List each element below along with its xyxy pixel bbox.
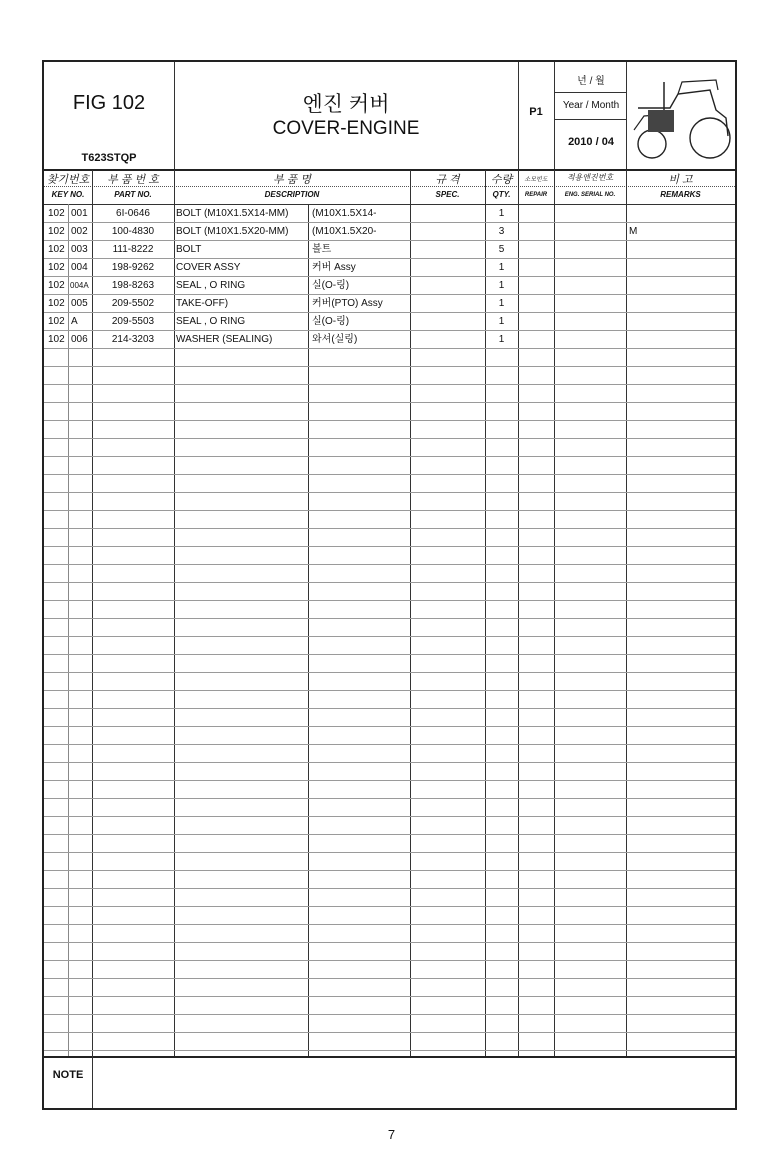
col-desc-kr: 부 품 명 [273,174,311,186]
col-line-fig-key [68,204,69,1056]
row-fig: 102 [48,298,65,309]
col-part-en: PART NO. [114,190,152,199]
page-number: 7 [387,1127,396,1142]
row-part-no: 209-5502 [111,298,155,309]
tractor-engine-icon [630,70,734,162]
row-desc-en: BOLT [176,244,202,255]
row-fig: 102 [48,280,65,291]
row-line [44,960,735,961]
row-line [44,888,735,889]
parts-catalog-sheet [42,60,737,1110]
row-line [44,690,735,691]
col-remarks-en: REMARKS [660,190,701,199]
model-code: T623STQP [81,152,137,164]
col-qty-kr: 수량 [490,174,513,186]
row-line [44,996,735,997]
col-serial-kr: 적용엔진번호 [566,173,614,182]
row-desc-kr: 와셔(실링) [312,334,358,345]
row-qty: 1 [498,334,505,345]
row-line [44,780,735,781]
row-line [44,636,735,637]
row-desc-kr: 커버(PTO) Assy [312,298,383,309]
row-fig: 102 [48,262,65,273]
row-fig: 102 [48,334,65,345]
row-desc-en: COVER ASSY [176,262,241,273]
row-key: 006 [71,334,88,345]
row-qty: 1 [498,316,505,327]
row-line [44,726,735,727]
title-english: COVER-ENGINE [272,118,420,139]
row-part-no: 6I-0646 [116,208,150,219]
header-divider-page [554,62,555,170]
row-desc-en: BOLT (M10X1.5X20-MM) [176,226,289,237]
row-fig: 102 [48,208,65,219]
row-qty: 1 [498,298,505,309]
col-qty-en: QTY. [492,190,511,199]
row-desc-kr: 실(O-링) [312,280,350,291]
row-desc-kr: (M10X1.5X14- [312,208,377,219]
row-part-no: 198-9262 [111,262,155,273]
col-repair-en: REPAIR [524,192,548,198]
row-line [44,402,735,403]
row-desc-en: WASHER (SEALING) [176,334,273,345]
row-line [44,546,735,547]
row-part-no: 100-4830 [111,226,155,237]
row-line [44,510,735,511]
row-line [44,816,735,817]
row-line [44,528,735,529]
col-key-en: KEY NO. [51,190,85,199]
row-line [44,708,735,709]
row-line [44,654,735,655]
row-key: 002 [71,226,88,237]
row-desc-en: SEAL , O RING [176,280,246,291]
row-desc-kr: 실(O-링) [312,316,350,327]
row-part-no: 198-8263 [111,280,155,291]
row-fig: 102 [48,244,65,255]
col-desc-en: DESCRIPTION [264,190,320,199]
year-month-label-kr: 년 / 월 [577,76,605,87]
row-part-no: 111-8222 [112,244,154,255]
row-line [44,744,735,745]
row-qty: 1 [498,280,505,291]
row-key: 004 [71,262,88,273]
date-divider-2 [554,119,626,120]
row-line [44,564,735,565]
row-part-no: 214-3203 [111,334,155,345]
row-line [44,924,735,925]
row-line [44,366,735,367]
row-part-no: 209-5503 [111,316,155,327]
row-line [44,600,735,601]
year-month-value: 2010 / 04 [568,136,614,148]
table-bottom-line [44,1056,735,1058]
row-line [44,582,735,583]
row-fig: 102 [48,316,65,327]
row-key: A [71,316,78,327]
row-key: 004A [70,281,89,290]
row-key: 003 [71,244,88,255]
row-line [44,492,735,493]
row-line [44,348,735,349]
row-line [44,870,735,871]
row-line [44,618,735,619]
date-divider-1 [554,92,626,93]
row-line [44,1032,735,1033]
col-spec-en: SPEC. [435,190,460,199]
row-line [44,438,735,439]
row-line [44,420,735,421]
note-label: NOTE [52,1069,84,1081]
title-korean: 엔진 커버 [302,93,390,116]
year-month-label-en: Year / Month [562,100,620,111]
col-remarks-kr: 비 고 [668,174,693,186]
row-fig: 102 [48,226,65,237]
row-line [44,906,735,907]
figure-number: FIG 102 [72,92,146,114]
row-line [44,456,735,457]
row-qty: 1 [498,208,505,219]
col-part-kr: 부 품 번 호 [107,174,159,186]
row-desc-en: BOLT (M10X1.5X14-MM) [176,208,289,219]
row-desc-en: TAKE-OFF) [176,298,229,309]
row-line [44,942,735,943]
col-serial-en: ENG. SERIAL NO. [564,192,616,198]
row-line [44,1014,735,1015]
col-key-kr: 찾기번호 [46,174,90,186]
row-qty: 3 [498,226,505,237]
row-qty: 1 [498,262,505,273]
row-desc-en: SEAL , O RING [176,316,246,327]
row-key: 001 [71,208,88,219]
row-desc-kr: 커버 Assy [312,262,356,273]
row-line [44,852,735,853]
note-divider [92,1056,93,1108]
row-line [44,384,735,385]
row-qty: 5 [498,244,505,255]
row-line [44,672,735,673]
row-line [44,798,735,799]
header-divider-date [626,62,627,170]
col-spec-kr: 규 격 [435,174,460,186]
row-line [44,834,735,835]
col-line-desc-mid [308,204,309,1056]
row-line [44,1050,735,1051]
row-key: 005 [71,298,88,309]
row-line [44,474,735,475]
row-desc-kr: 볼트 [312,244,332,255]
row-line [44,978,735,979]
row-line [44,762,735,763]
col-repair-kr: 소모빈도 [524,177,548,183]
page-code: P1 [529,106,543,118]
row-desc-kr: (M10X1.5X20- [312,226,377,237]
row-remarks: M [629,226,638,237]
